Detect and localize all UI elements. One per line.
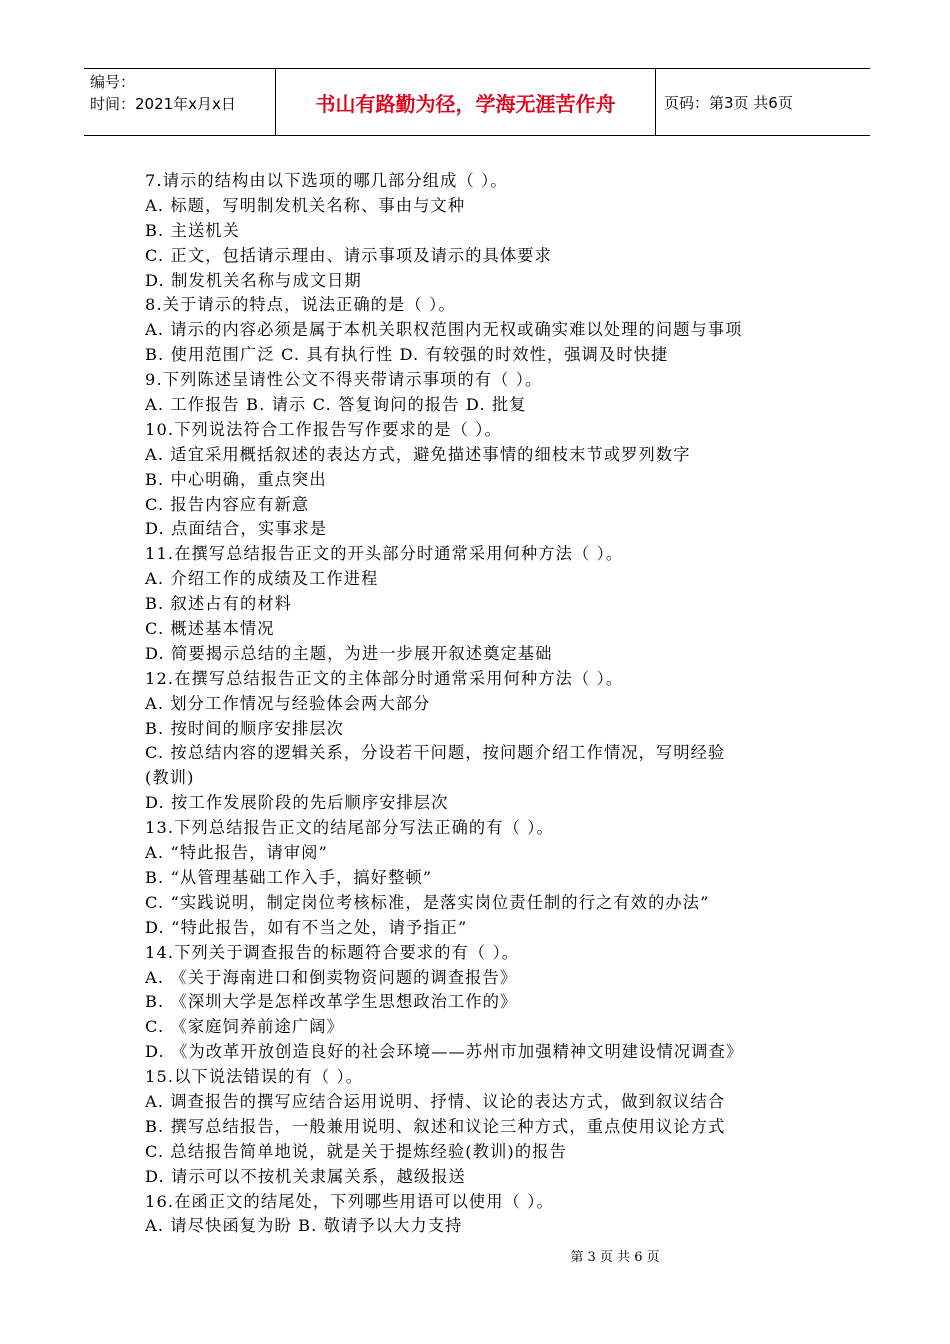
header-motto: 书山有路勤为径，学海无涯苦作舟 — [315, 91, 616, 116]
text-line: D. 制发机关名称与成文日期 — [145, 270, 362, 290]
text-line: 7.请示的结构由以下选项的哪几部分组成（ ）。 — [145, 171, 508, 190]
text-line: 13.下列总结报告正文的结尾部分写法正确的有（ ）。 — [145, 818, 554, 838]
text-line: A. 调查报告的撰写应结合运用说明、抒情、议论的表达方式，做到叙议结合 — [145, 1091, 726, 1111]
text-line: B. 叙述占有的材料 — [145, 594, 292, 614]
text-line: 10.下列说法符合工作报告写作要求的是（ ）。 — [145, 419, 502, 439]
header-meta — [90, 71, 274, 115]
text-line: D. 点面结合，实事求是 — [145, 519, 328, 539]
text-line: A. 适宜采用概括叙述的表达方式，避免描述事情的细枝末节或罗列数字 — [145, 444, 691, 464]
text-line: A. 标题，写明制发机关名称、事由与文种 — [145, 195, 466, 215]
text-line: 15.以下说法错误的有（ ）。 — [145, 1067, 364, 1087]
text-line: B. 使用范围广泛 C. 具有执行性 D. 有较强的时效性，强调及时快捷 — [145, 345, 669, 365]
text-line: D. 按工作发展阶段的先后顺序安排层次 — [145, 793, 449, 813]
document-date-label: 时间：2021年x月x日 — [90, 95, 236, 113]
text-line: C. 按总结内容的逻辑关系，分设若干问题，按问题介绍工作情况，写明经验 — [145, 743, 726, 763]
text-line: C. 《家庭饲养前途广阔》 — [145, 1017, 344, 1037]
text-line: A. 介绍工作的成绩及工作进程 — [145, 569, 379, 589]
text-line: (教训) — [145, 768, 195, 788]
text-line: 16.在函正文的结尾处，下列哪些用语可以使用（ ）。 — [145, 1191, 554, 1211]
page-header — [84, 68, 870, 136]
text-line: 12.在撰写总结报告正文的主体部分时通常采用何种方法（ ）。 — [145, 668, 624, 688]
text-line: A. 请示的内容必须是属于本机关职权范围内无权或确实难以处理的问题与事项 — [145, 320, 743, 340]
text-line: D. “特此报告，如有不当之处，请予指正” — [145, 917, 468, 937]
text-line: D. 请示可以不按机关隶属关系，越级报送 — [145, 1166, 466, 1186]
text-line: C. 报告内容应有新意 — [145, 494, 310, 514]
text-line: B. 按时间的顺序安排层次 — [145, 718, 345, 738]
text-line: C. 概述基本情况 — [145, 619, 275, 639]
page-footer — [0, 1246, 950, 1265]
text-line: A. 请尽快函复为盼 B. 敬请予以大力支持 — [145, 1216, 463, 1236]
text-line: A. 工作报告 B. 请示 C. 答复询问的报告 D. 批复 — [145, 395, 527, 415]
text-line: A. 划分工作情况与经验体会两大部分 — [145, 693, 431, 713]
question-list — [145, 169, 825, 1239]
text-line: B. “从管理基础工作入手，搞好整顿” — [145, 867, 433, 887]
text-line: D. 简要揭示总结的主题，为进一步展开叙述奠定基础 — [145, 643, 553, 663]
header-divider-right — [655, 69, 656, 135]
text-line: B. 中心明确，重点突出 — [145, 469, 327, 489]
text-line: 8.关于请示的特点，说法正确的是（ ）。 — [145, 295, 456, 315]
text-line: B. 主送机关 — [145, 220, 240, 240]
text-line: B. 《深圳大学是怎样改革学生思想政治工作的》 — [145, 992, 518, 1012]
text-line: B. 撰写总结报告，一般兼用说明、叙述和议论三种方式，重点使用议论方式 — [145, 1116, 726, 1136]
text-line: 14.下列关于调查报告的标题符合要求的有（ ）。 — [145, 942, 520, 962]
text-line: C. 正文，包括请示理由、请示事项及请示的具体要求 — [145, 245, 552, 265]
text-line: D. 《为改革开放创造良好的社会环境——苏州市加强精神文明建设情况调查》 — [145, 1042, 744, 1062]
header-page-number: 页码：第3页 共6页 — [664, 93, 793, 112]
document-number-label: 编号： — [90, 73, 136, 91]
footer-page-number: 第 3 页 共 6 页 — [570, 1250, 660, 1265]
text-line: C. “实践说明，制定岗位考核标准，是落实岗位责任制的行之有效的办法” — [145, 892, 710, 912]
text-line: C. 总结报告简单地说，就是关于提炼经验(教训)的报告 — [145, 1141, 567, 1161]
text-line: 9.下列陈述呈请性公文不得夹带请示事项的有（ ）。 — [145, 370, 543, 390]
text-line: A. 《关于海南进口和倒卖物资问题的调查报告》 — [145, 967, 518, 987]
text-line: A. “特此报告，请审阅” — [145, 843, 328, 863]
text-line: 11.在撰写总结报告正文的开头部分时通常采用何种方法（ ）。 — [145, 544, 624, 564]
